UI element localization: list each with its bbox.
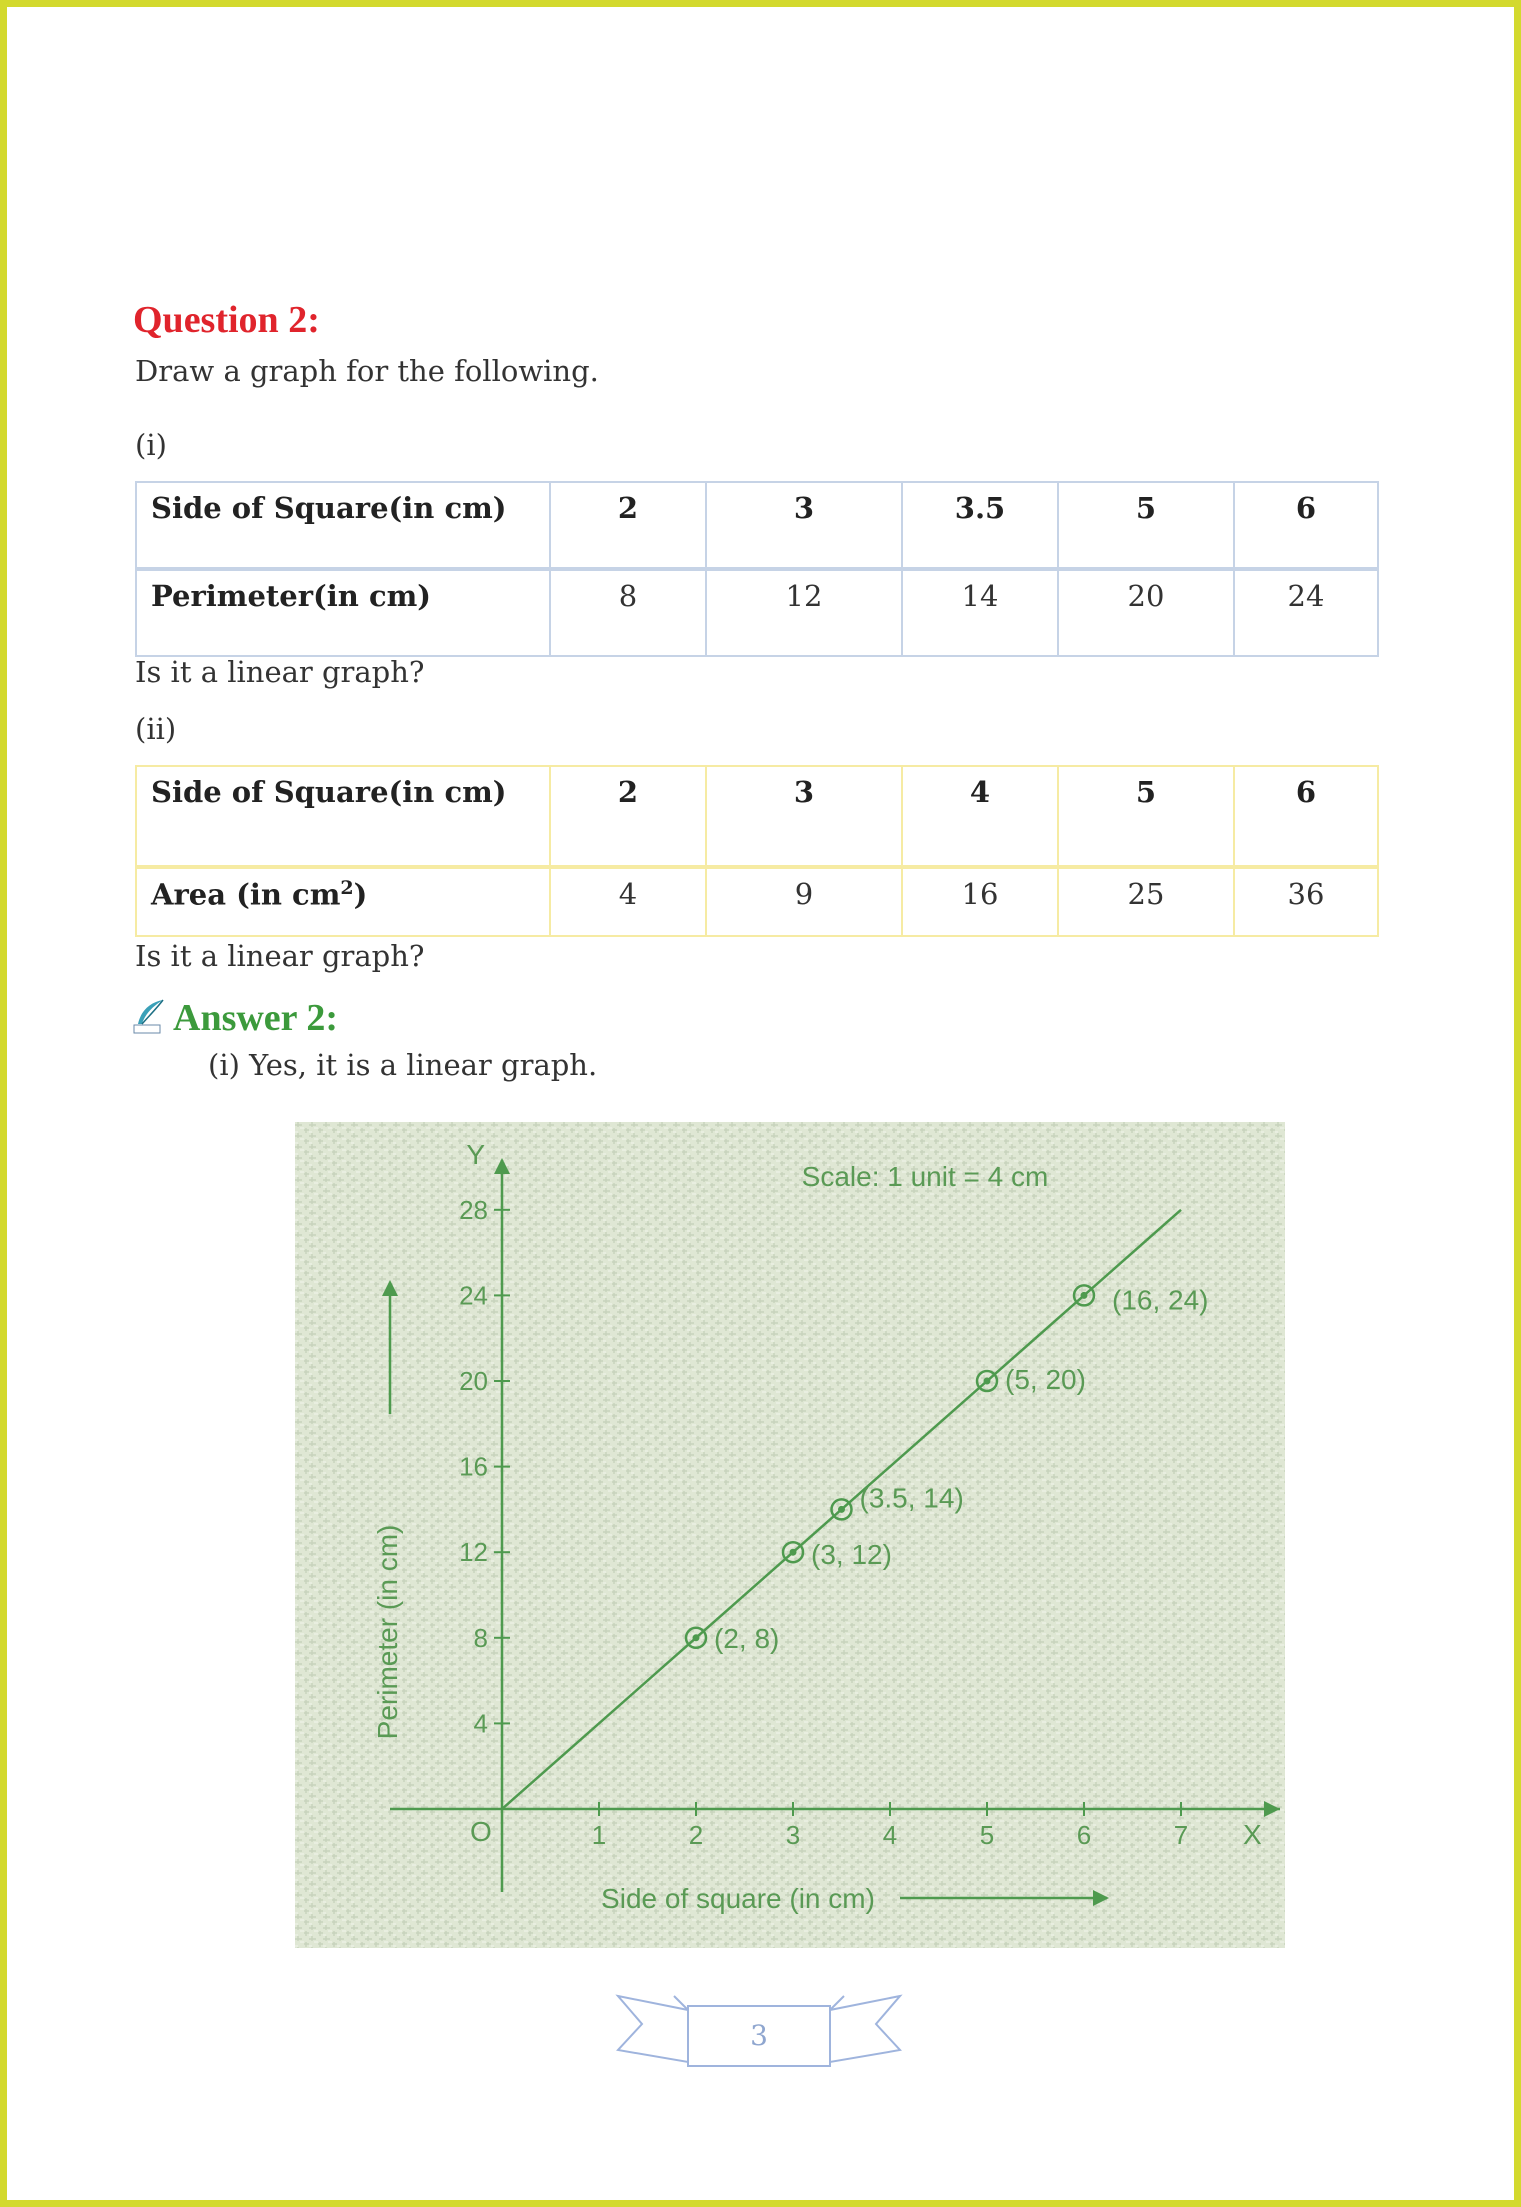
- data-point: [984, 1378, 991, 1385]
- table-cell: 36: [1234, 867, 1378, 936]
- table-cell: Perimeter(in cm): [136, 569, 550, 656]
- x-tick-label: 7: [1173, 1820, 1189, 1850]
- y-tick-label: 12: [459, 1537, 488, 1568]
- data-label: (5, 20): [1005, 1364, 1086, 1395]
- table-cell: Side of Square(in cm): [136, 482, 550, 569]
- page-number-ribbon: [614, 1990, 904, 2072]
- x-tick-label: 3: [785, 1820, 801, 1850]
- y-axis-name: Y: [466, 1139, 485, 1170]
- data-point: [838, 1506, 845, 1513]
- x-tick-label: 4: [882, 1820, 898, 1850]
- chart-title: Scale: 1 unit = 4 cm: [801, 1161, 1049, 1192]
- table-cell: 14: [902, 569, 1058, 656]
- table-cell: 12: [706, 569, 902, 656]
- x-tick-label: 5: [979, 1820, 995, 1850]
- table-cell: 25: [1058, 867, 1234, 936]
- x-axis-label: Side of square (in cm): [601, 1883, 875, 1914]
- table-cell: 6: [1234, 482, 1378, 569]
- table-row: [136, 766, 1378, 867]
- data-label: (16, 24): [1112, 1284, 1209, 1316]
- x-axis-name: X: [1243, 1819, 1262, 1850]
- y-tick-label: 4: [473, 1708, 488, 1739]
- table-cell: 9: [706, 867, 902, 936]
- area-label: Area (in cm: [151, 877, 341, 912]
- y-tick-label: 16: [459, 1451, 488, 1482]
- data-label: (3.5, 14): [859, 1482, 964, 1514]
- table-cell: 3.5: [902, 482, 1058, 569]
- linear-question-2: Is it a linear graph?: [135, 939, 425, 973]
- part-i-label: (i): [135, 428, 167, 462]
- table-cell: 2: [550, 766, 706, 867]
- table-cell: 5: [1058, 766, 1234, 867]
- table-cell: 4: [902, 766, 1058, 867]
- table-cell: 3: [706, 482, 902, 569]
- origin-label: O: [470, 1816, 492, 1847]
- x-tick-label: 6: [1076, 1820, 1092, 1850]
- area-superscript: 2: [340, 877, 354, 899]
- perimeter-table: [135, 481, 1379, 657]
- table-cell: 4: [550, 867, 706, 936]
- question-prompt: Draw a graph for the following.: [135, 354, 599, 388]
- data-point: [1081, 1292, 1088, 1299]
- answer-title: Answer 2:: [173, 997, 339, 1039]
- y-tick-label: 20: [459, 1366, 488, 1396]
- answer-line: (i) Yes, it is a linear graph.: [208, 1048, 598, 1082]
- y-axis-label: Perimeter (in cm): [372, 1524, 403, 1740]
- table-cell: 24: [1234, 569, 1378, 656]
- data-label: (2, 8): [714, 1622, 780, 1654]
- table-cell: Side of Square(in cm): [136, 766, 550, 867]
- question-title: Question 2:: [133, 299, 320, 341]
- table-row: [136, 867, 1378, 936]
- data-label: (3, 12): [811, 1539, 892, 1571]
- table-cell: 2: [550, 482, 706, 569]
- data-point: [693, 1634, 700, 1641]
- table-row: [136, 569, 1378, 656]
- part-ii-label: (ii): [135, 712, 177, 746]
- area-table: [135, 765, 1379, 937]
- x-tick-label: 2: [688, 1820, 704, 1850]
- page-number: 3: [750, 2019, 768, 2052]
- table-cell: 6: [1234, 766, 1378, 867]
- data-point: [790, 1549, 797, 1556]
- x-tick-label: 1: [591, 1820, 607, 1850]
- table-cell: 8: [550, 569, 706, 656]
- table-cell: 3: [706, 766, 902, 867]
- table-cell: 16: [902, 867, 1058, 936]
- perimeter-graph: [295, 1122, 1285, 1948]
- table-row: [136, 482, 1378, 569]
- y-tick-label: 8: [473, 1622, 488, 1653]
- quill-icon: [133, 998, 167, 1034]
- linear-question-1: Is it a linear graph?: [135, 655, 425, 689]
- y-tick-label: 24: [459, 1280, 488, 1311]
- y-tick-label: 28: [459, 1194, 488, 1225]
- table-cell: [136, 867, 550, 936]
- table-cell: 20: [1058, 569, 1234, 656]
- table-cell: 5: [1058, 482, 1234, 569]
- area-label-end: ): [353, 877, 368, 912]
